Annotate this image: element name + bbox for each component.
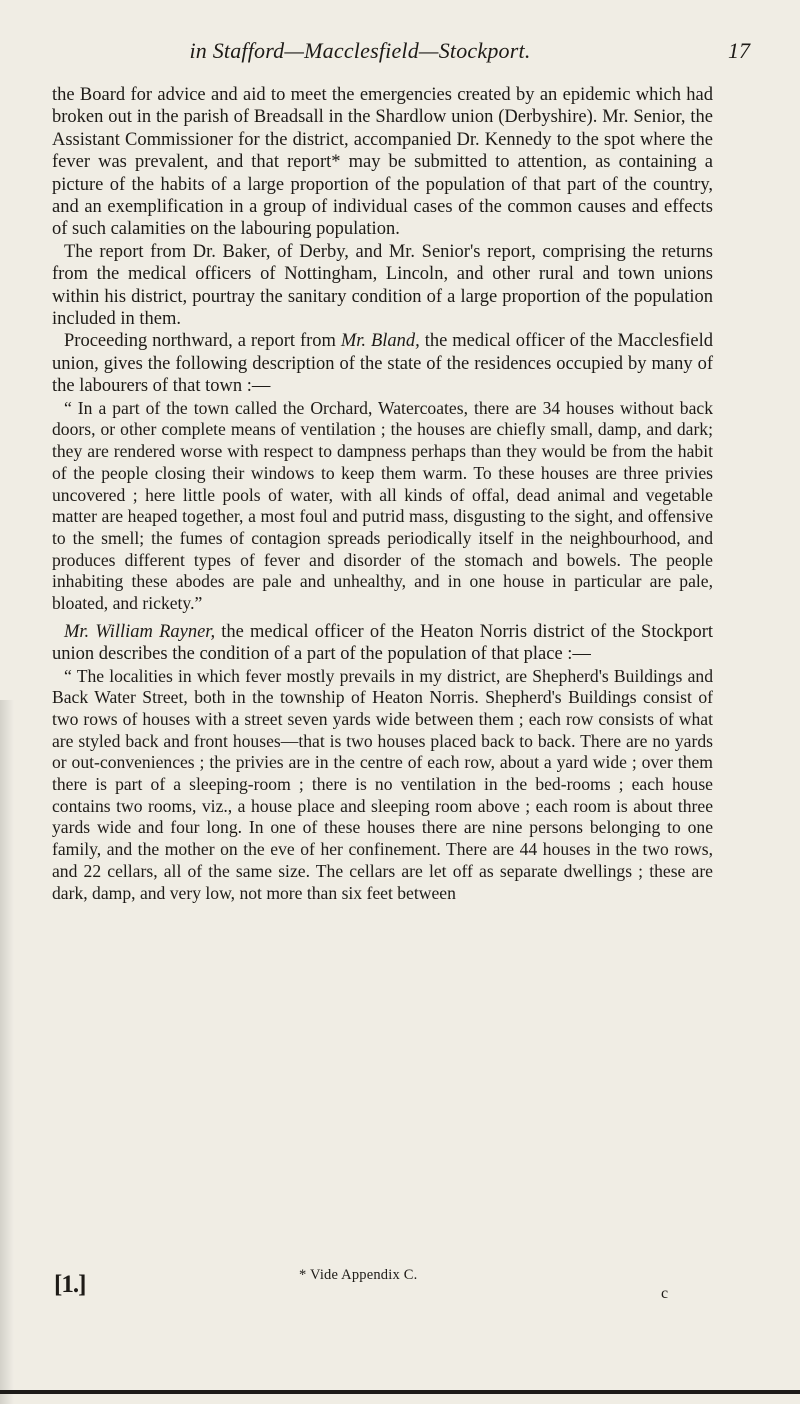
running-header	[60, 38, 750, 66]
signature-mark: [1.]	[54, 1271, 86, 1298]
sheet-signature: c	[661, 1285, 669, 1302]
paragraph-3-lead: Proceeding northward, a report from	[64, 331, 341, 352]
running-title: in Stafford—Macclesfield—Stockport.	[189, 38, 531, 63]
quotation-macclesfield: “ In a part of the town called the Orchard, Watercoates, there are 34 houses without back doors, or other complete means of ventilation ; the houses are chiefly small, damp, and dark; they are rendered worse with respect to dampness perhaps than they would be from the habit of the people closing their windows to keep them warm. To these houses are three privies uncovered ; here little pools of water, with all kinds of offal, dead animal and vegetable matter are heaped together, a most foul and putrid mass, disgusting to the sight, and offensive to the smell; the fumes of contagion spreads periodically itself in the neighbourhood, and produces different types of fever and disorder of the stomach and bowels. The people inhabiting these abodes are pale and unhealthy, and in one house in particular are pale, bloated, and rickety.”	[52, 397, 713, 614]
page-number: 17	[728, 38, 750, 63]
paragraph-3-name: Mr. Bland,	[340, 331, 420, 352]
quotation-heaton-norris: “ The localities in which fever mostly prevails in my district, are Shepherd's Buildings and Back Water Street, both in the township of Heaton Norris. Shepherd's Buildings consist of two rows of houses with a street seven yards wide between them ; each row consists of what are styled back and front houses—that is two houses placed back to back. There are no yards or out-conveniences ; the privies are in the centre of each row, about a yard wide ; over them there is part of a sleeping-room ; there is no ventilation in the bed-rooms ; each house contains two rooms, viz., a house place and sleeping room above ; each room is about three yards wide and four long. In one of these houses there are nine persons belonging to one family, and the mother on the eve of her confinement. There are 44 houses in the two rows, and 22 cellars, all of the same size. The cellars are let off as separate dwellings ; these are dark, damp, and very low, not more than six feet between	[52, 665, 713, 903]
footnote: * Vide Appendix C.	[299, 1267, 418, 1283]
paragraph-5-rest: the medical officer of the Heaton Norris district of the Stockport union describes the condition of a part of the population of that place :—	[52, 621, 714, 665]
paragraph-5-name: Mr. William Rayner,	[64, 621, 216, 642]
paragraph-5	[52, 621, 713, 666]
paragraph-2: The report from Dr. Baker, of Derby, and Mr. Senior's report, comprising the returns from the medical officers of Nottingham, Lincoln, and other rural and town unions within his district, pourtray the sanitary condition of a large proportion of the population included in them.	[52, 241, 713, 330]
page-gutter-shadow	[0, 700, 14, 1404]
paragraph-3	[52, 330, 713, 397]
bottom-rule	[0, 1390, 800, 1394]
body-text	[52, 84, 713, 904]
paragraph-1: the Board for advice and aid to meet the emergencies created by an epidemic which had broken out in the parish of Breadsall in the Shardlow union (Derbyshire). Mr. Senior, the Assistant Commissioner for the district, accompanied Dr. Kennedy to the spot where the fever was prevalent, and that report* may be submitted to attention, as containing a picture of the habits of a large proportion of the population of that part of the country, and an exemplification in a group of individual cases of the common causes and effects of such calamities on the labouring population.	[52, 85, 713, 240]
paragraph-3-rest: the medical officer of the Macclesfield union, gives the following description of the state of the residences occupied by many of the labourers of that town :—	[52, 331, 714, 397]
